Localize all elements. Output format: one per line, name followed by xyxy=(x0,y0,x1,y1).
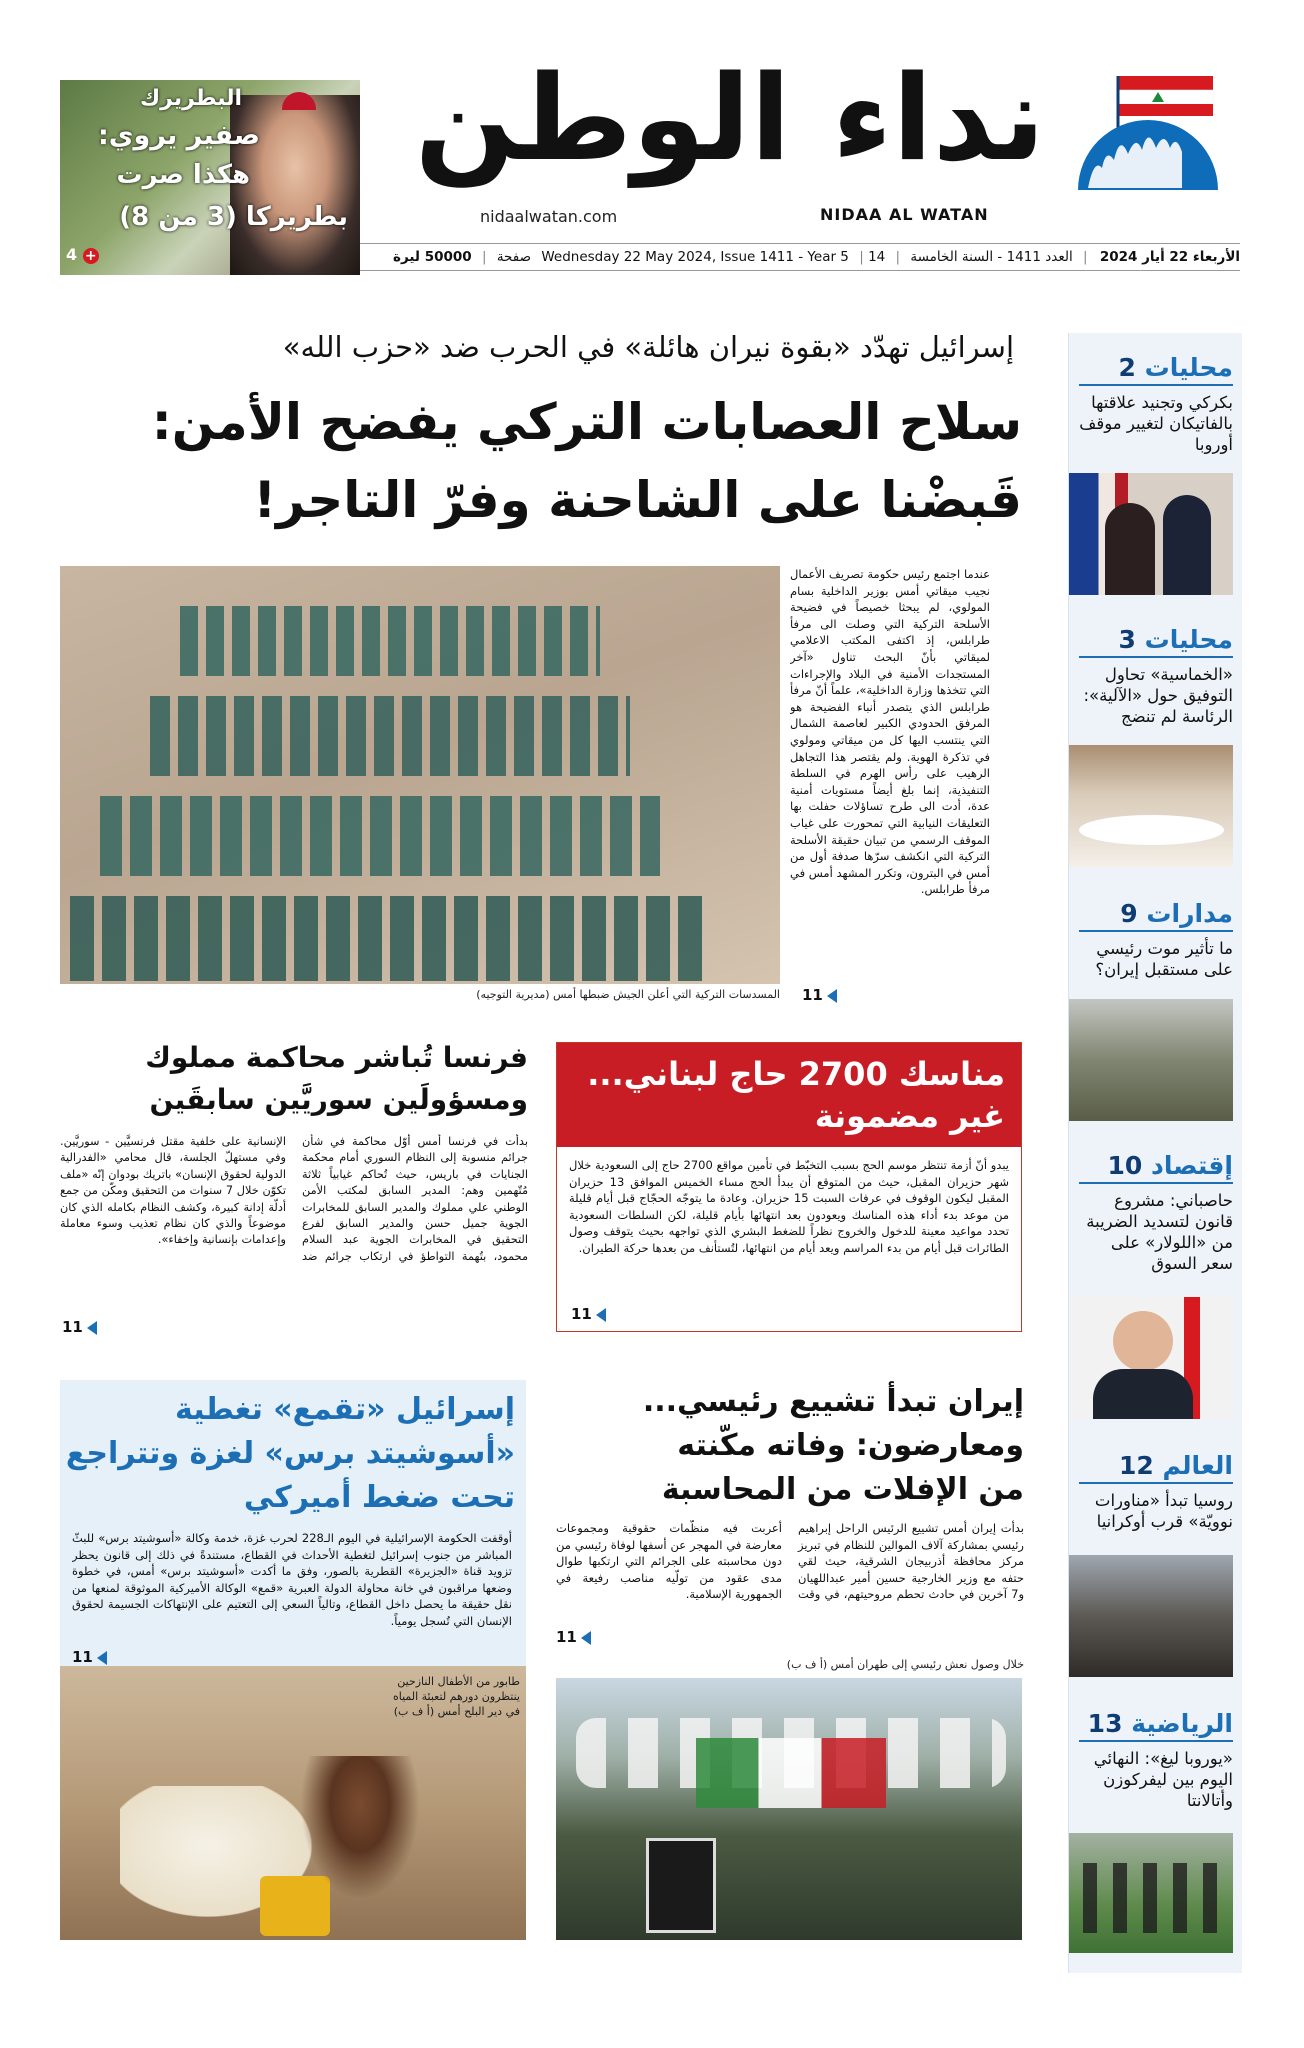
dateline-ar: الأربعاء 22 أيار 2024 xyxy=(1099,249,1240,265)
sidebar-item-3-section: مدارات xyxy=(1146,899,1233,928)
lead-page: 11 xyxy=(802,986,823,1004)
meeting-table xyxy=(1079,815,1224,845)
sidebar-item-1-text: بكركي وتجنيد علاقتها بالفاتيكان لتغيير موقف أوروبا xyxy=(1079,393,1233,454)
gaza-photo-caption: طابور من الأطفال النازحين ينتظرون دورهم لتعبئة المياه في دير البلح أمس (أ ف ب) xyxy=(392,1675,520,1718)
continue-arrow-icon xyxy=(87,1321,97,1335)
gaza-body: أوقفت الحكومة الإسرائيلية في اليوم الـ228 لحرب غزة، خدمة وكالة «أسوشيتد برس» للبثّ المباشر من جنوب إسرائيل لتغطية الأحداث في القطاع، مستندةً في ذلك إلى قانون يحظر تزويد قناة «الجزيرة» القطرية بالصور، وفق ما أكدت «أسوشيتد برس» أمس، في خطوة وضعها مراقبون في خانة محاولة الدولة العبرية «قمع» الوكالة الأميركية الموثوقة لمنعها من نقل حقيقة ما يحصل داخل القطاع، وتالياً السعي إلى التعتيم على الإنتهاكات الجسيمة لحقوق الإنسان التي تُسجل يومياً. xyxy=(72,1531,512,1628)
lead-kicker[interactable]: إسرائيل تهدّد «بقوة نيران هائلة» في الحرب ضد «حزب الله» xyxy=(282,330,1014,364)
iran-headline-3[interactable]: من الإفلات من المحاسبة xyxy=(661,1472,1024,1507)
sidebar-item-6-photo xyxy=(1069,1833,1233,1953)
figure-cleric xyxy=(1105,503,1155,595)
sidebar-item-6[interactable] xyxy=(1079,1709,1233,1811)
pistols-row-3 xyxy=(100,796,660,876)
sidebar-item-4-text: حاصباني: مشروع قانون لتسديد الضريبة من «اللولار» على سعر السوق xyxy=(1086,1191,1233,1273)
gaza-headline-2[interactable]: «أسوشيتد برس» لغزة وتتراجع xyxy=(65,1436,515,1471)
iran-funeral-photo xyxy=(556,1678,1022,1940)
price: 50000 ليرة xyxy=(393,249,472,265)
page-count: 14 صفحة xyxy=(496,249,886,265)
france-headline-2[interactable]: ومسؤولَين سوريَّين سابقَين xyxy=(149,1083,528,1116)
sidebar-item-6-section: الرياضية xyxy=(1131,1709,1233,1738)
dateline-en: Wednesday 22 May 2024, Issue 1411 - Year 5 xyxy=(541,249,849,265)
hajj-header xyxy=(557,1043,1021,1147)
lead-headline-2[interactable]: قَبضْنا على الشاحنة وفرّ التاجر! xyxy=(253,471,1022,529)
sidebar xyxy=(1068,333,1242,1973)
hajj-continue[interactable] xyxy=(571,1305,606,1323)
sidebar-item-3[interactable] xyxy=(1079,899,1233,980)
masthead-title: نداء الوطن xyxy=(414,49,1046,187)
sidebar-item-5[interactable] xyxy=(1079,1451,1233,1532)
sidebar-item-1-page: 2 xyxy=(1118,353,1136,382)
continue-arrow-icon xyxy=(581,1631,591,1645)
gaza-page: 11 xyxy=(72,1648,93,1666)
sidebar-item-5-photo xyxy=(1069,1555,1233,1677)
sidebar-item-2-text: «الخماسية» تحاول التوفيق حول «الآلية»: الرئاسة لم تنضج xyxy=(1083,665,1233,726)
sidebar-item-3-photo xyxy=(1069,999,1233,1121)
gaza-continue[interactable] xyxy=(72,1648,107,1666)
hajj-headline-1: مناسك 2700 حاج لبناني... xyxy=(587,1055,1005,1093)
portrait-frame xyxy=(646,1838,716,1933)
iran-body: بدأت إيران أمس تشييع الرئيس الراحل إبراهيم رئيسي بمشاركة آلاف الموالين للنظام في تبريز مركز محافظة أذربيجان الشرقية، حيث لقي حتفه مع وزير الخارجية حسين أمير عبداللهيان و7 آخرين في حادث تحطم مروحيتهم، في وقت أعربت فيه منظّمات حقوقية ومجموعات معارضة في المهجر عن أسفها لوفاة رئيسي من دون محاسبته على الجرائم التي ارتكبها طوال مدى عقود من تولّيه مناصب رفيعة في الجمهورية الإسلامية. xyxy=(556,1521,1024,1602)
sidebar-item-1-section: محليات xyxy=(1144,353,1233,382)
sidebar-item-2-title xyxy=(1079,625,1233,658)
iran-headline-1[interactable]: إيران تبدأ تشييع رئيسي... xyxy=(642,1384,1024,1419)
gaza-headline-3[interactable]: تحت ضغط أميركي xyxy=(243,1480,515,1515)
sidebar-item-4-section: إقتصاد xyxy=(1151,1151,1233,1180)
masthead xyxy=(0,0,1304,270)
hajj-headline-2: غير مضمونة xyxy=(814,1097,1005,1135)
sidebar-item-1-title xyxy=(1079,353,1233,386)
figure-suit xyxy=(1163,495,1211,595)
iran-photo-caption: خلال وصول نعش رئيسي إلى طهران أمس (أ ف ب) xyxy=(786,1658,1024,1671)
gaza-headline-1[interactable]: إسرائيل «تقمع» تغطية xyxy=(175,1392,515,1427)
continue-arrow-icon xyxy=(97,1651,107,1665)
france-headline-1[interactable]: فرنسا تُباشر محاكمة مملوك xyxy=(145,1041,528,1074)
france-continue[interactable] xyxy=(62,1318,97,1336)
lead-headline-1[interactable]: سلاح العصابات التركي يفضح الأمن: xyxy=(151,393,1022,451)
logo-emblem xyxy=(1068,70,1228,210)
promo-line4: بطريركا (3 من 8) xyxy=(119,202,348,232)
hajj-body: يبدو أنّ أزمة تنتظر موسم الحج بسبب التخبّط في تأمين مواقع 2700 حاج إلى السعودية خلال شهر حزيران المقبل، حيث من المتوقع أن يبدأ الحج مساء الخميس الموافق 13 حزيران المقبل ليكون الوقوف في عرفات السبت 15 حزيران. وعادة ما يتوجّه الحجّاج قبل أيام قليلة من موعد بدء أداء هذه المناسك ويعودون بعد انتهائها بأيام قليلة، لكن السلطات السعودية تحدد مواعيد معينة للدخول والخروج نظراً للضغط البشري الذي تواجهه بحيث يتوقف وصول الطائرات قبل أيام من بدء المراسم ويعد أيام من انتهائها، لتُستأنف من بعدها حركة الطيران. xyxy=(569,1158,1009,1255)
issue-ar: العدد 1411 - السنة الخامسة xyxy=(910,249,1073,265)
continue-arrow-icon xyxy=(596,1308,606,1322)
iran-headline-2[interactable]: ومعارضون: وفاته مكّنته xyxy=(677,1428,1024,1463)
promo-line3: هكذا صرت xyxy=(116,160,250,190)
sidebar-item-3-title xyxy=(1079,899,1233,932)
sidebar-item-3-text: ما تأثير موت رئيسي على مستقبل إيران؟ xyxy=(1095,939,1233,979)
lead-photo-caption: المسدسات التركية التي أعلن الجيش ضبطها أمس (مديرية التوجيه) xyxy=(476,988,780,1001)
dateline-bar: الأربعاء 22 أيار 2024 | العدد 1411 - السنة الخامسة | Wednesday 22 May 2024, Issue 1411 - Year 5 | 14 صفحة | 50000 ليرة xyxy=(360,243,1240,271)
red-plus-icon: + xyxy=(83,248,99,264)
sidebar-item-6-page: 13 xyxy=(1087,1709,1123,1738)
continue-arrow-icon xyxy=(827,989,837,1003)
sidebar-item-5-title xyxy=(1079,1451,1233,1484)
coffin xyxy=(696,1738,886,1808)
pistols-row-4 xyxy=(70,896,710,981)
sidebar-item-1-photo xyxy=(1069,473,1233,595)
sidebar-item-4-photo xyxy=(1069,1297,1233,1419)
sidebar-item-2[interactable] xyxy=(1079,625,1233,727)
children-figures xyxy=(290,1756,430,1916)
pistols-row-1 xyxy=(180,606,600,676)
lead-continue[interactable] xyxy=(802,986,837,1004)
lead-photo-pistols xyxy=(60,566,780,984)
sidebar-item-4-title xyxy=(1079,1151,1233,1184)
website-link[interactable]: nidaalwatan.com xyxy=(480,207,618,226)
sidebar-item-5-page: 12 xyxy=(1119,1451,1154,1480)
sidebar-item-2-photo xyxy=(1069,745,1233,867)
sidebar-item-3-page: 9 xyxy=(1120,899,1138,928)
promo-box[interactable] xyxy=(60,80,360,275)
iran-continue[interactable] xyxy=(556,1628,591,1646)
iran-page: 11 xyxy=(556,1628,577,1646)
sidebar-item-5-text: روسيا تبدأ «مناورات نوويّة» قرب أوكرانيا xyxy=(1094,1491,1233,1531)
hajj-page: 11 xyxy=(571,1305,592,1323)
promo-line2: صفير يروي: xyxy=(98,120,260,151)
lead-body: عندما اجتمع رئيس حكومة تصريف الأعمال نجيب ميقاتي أمس بوزير الداخلية بسام المولوي، لم يبحثا خصيصاً في فضيحة الأسلحة التركية التي وصلت الى مرفأ طرابلس، إذ اكتفى المكتب الاعلامي لميقاتي بأنّ البحث تناول «آخر المستجدات الأمنية في البلاد والإجراءات التي تتخذها وزارة الداخلية»، علماً أنّ مرفأ طرابلس الذي يتصدر أنباء الفضيحة هو المرفق الحدودي الكبير لعاصمة الشمال التي ينتسب اليها كل من ميقاتي ومولوي في تذكرة الهوية. ولم يقتصر هذا التجاهل الرهيب على رأس الهرم في السلطة التنفيذية، إنما بلغ أيضاً مستويات أمنية عدة، أدت الى طرح تساؤلات حفلت بها التعليقات النيابية التي تمحورت على غياب الموقف الرسمي من تبيان حقيقة الأسلحة التركية التي انكشف سرّها صدفة أول من أمس في البترون، وتكرر المشهد أمس في مرفأ طرابلس. xyxy=(790,567,990,897)
promo-page: 4 xyxy=(66,245,78,264)
france-page: 11 xyxy=(62,1318,83,1336)
sidebar-item-4-page: 10 xyxy=(1107,1151,1143,1180)
hajj-box[interactable] xyxy=(556,1042,1022,1332)
france-body: بدأت في فرنسا أمس أوّل محاكمة في شأن جرائم منسوبة إلى النظام السوري أمام محكمة الجنايات في باريس، حيث تُحاكم غيابياً ثلاثة مُتّهمين وهم: المدير السابق لمكتب الأمن الوطني علي مملوك والمدير السابق للمخابرات الجوية جميل حسن والمدير السابق لفرع التحقيق في المخابرات الجوية عبد السلام محمود، بتُهمة التواطؤ في ارتكاب جرائم ضد الإنسانية على خلفية مقتل فرنسيَّين - سوريَّين. وفي مستهلّ الجلسة، قال محامي «الفدرالية الدولية لحقوق الإنسان» باتريك بودوان إنّه «ملف تكوّن خلال 7 سنوات من التحقيق ومكّن من جمع أدلّة إدانة كبيرة، وكشف النظام بكامله الذي كان موضوعاً والذي كان نظام تعذيب وسوء معاملة وإعدامات بإنسانية وإخفاء». xyxy=(60,1135,528,1263)
sidebar-item-2-page: 3 xyxy=(1118,625,1136,654)
sidebar-item-4[interactable] xyxy=(1079,1151,1233,1274)
promo-line1: البطريرك xyxy=(139,86,242,111)
promo-page-badge xyxy=(66,245,99,264)
sidebar-item-1[interactable] xyxy=(1079,353,1233,455)
sidebar-item-6-title xyxy=(1079,1709,1233,1742)
sidebar-item-6-text: «يوروبا ليغ»: النهائي اليوم بين ليفركوزن وأتالانتا xyxy=(1093,1749,1233,1810)
sidebar-item-2-section: محليات xyxy=(1144,625,1233,654)
portrait-suit xyxy=(1093,1369,1193,1419)
sidebar-item-5-section: العالم xyxy=(1162,1451,1233,1480)
pistols-row-2 xyxy=(150,696,630,776)
portrait-head xyxy=(1113,1311,1173,1371)
players xyxy=(1083,1863,1223,1933)
masthead-latin: NIDAA AL WATAN xyxy=(820,205,989,224)
